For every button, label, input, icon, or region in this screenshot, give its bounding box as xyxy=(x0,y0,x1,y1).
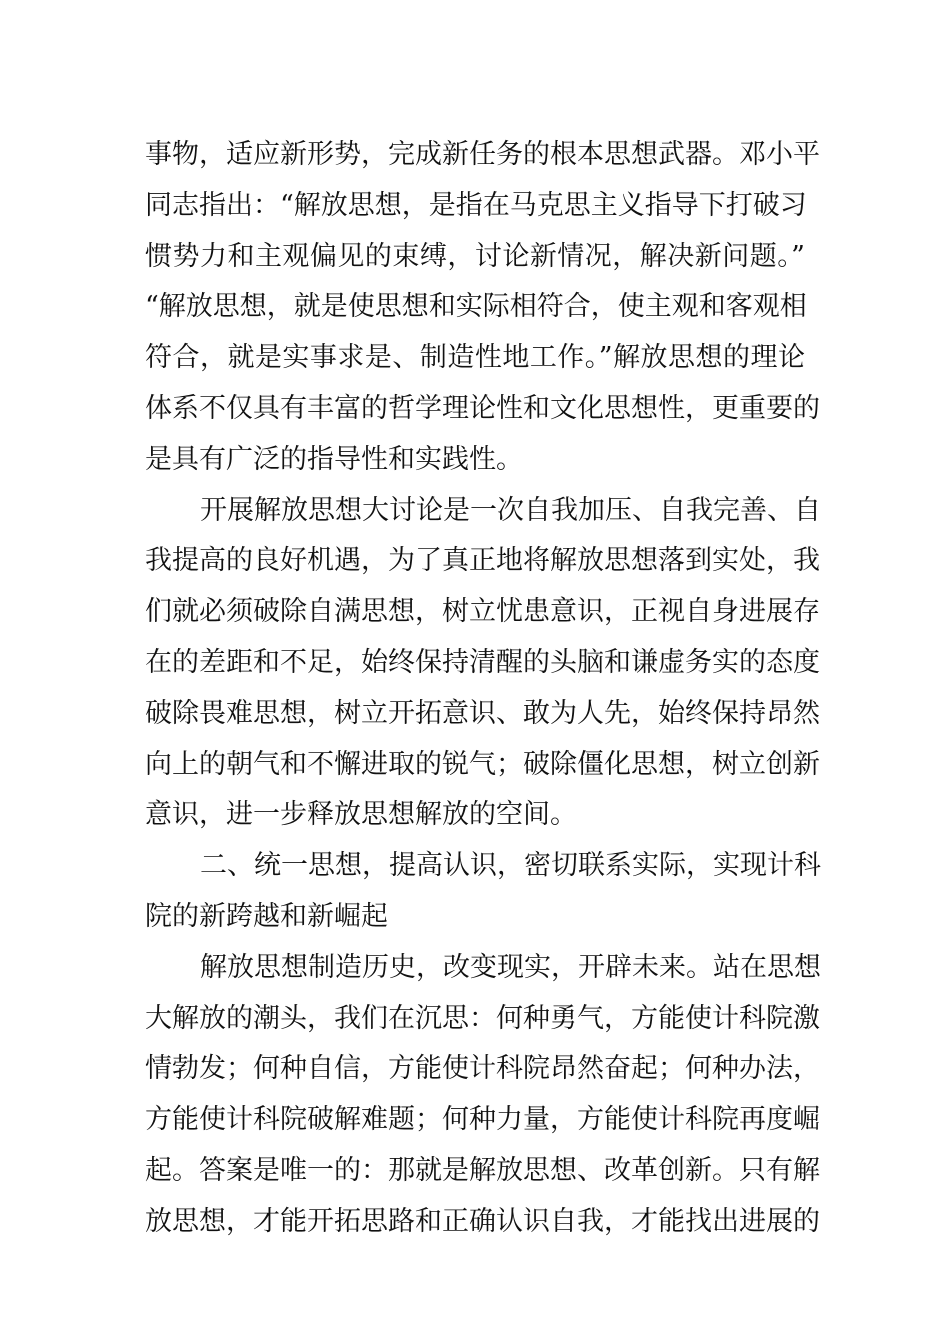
text-line: 解放思想制造历史，改变现实，开辟未来。站在思想 xyxy=(200,951,821,983)
text-line: 意识，进一步释放思想解放的空间。 xyxy=(145,799,577,831)
text-line: 事物，适应新形势，完成新任务的根本思想武器。邓小平 xyxy=(145,139,820,170)
text-line: 我提高的良好机遇，为了真正地将解放思想落到实处，我 xyxy=(145,545,820,577)
text-line: 方能使计科院破解难题；何种力量，方能使计科院再度崛 xyxy=(145,1104,820,1136)
text-line: 向上的朝气和不懈进取的锐气；破除僵化思想，树立创新 xyxy=(145,748,820,780)
text-line: 起。答案是唯一的：那就是解放思想、改革创新。只有解 xyxy=(145,1154,820,1186)
text-line: 惯势力和主观偏见的束缚，讨论新情况，解决新问题。” xyxy=(145,240,805,272)
text-line: “解放思想，就是使思想和实际相符合，使主观和客观相 xyxy=(145,291,807,323)
text-line: 破除畏难思想，树立开拓意识、敢为人先，始终保持昂然 xyxy=(145,697,820,729)
body-text xyxy=(145,130,821,1248)
section-heading-line: 院的新跨越和新崛起 xyxy=(145,900,388,932)
section-heading-line: 二、统一思想，提高认识，密切联系实际，实现计科 xyxy=(200,850,821,882)
text-line: 大解放的潮头，我们在沉思：何种勇气，方能使计科院激 xyxy=(145,1002,820,1034)
text-line: 放思想，才能开拓思路和正确认识自我，才能找出进展的 xyxy=(145,1205,820,1237)
text-line: 是具有广泛的指导性和实践性。 xyxy=(145,443,523,475)
text-line: 们就必须破除自满思想，树立忧患意识，正视自身进展存 xyxy=(145,596,820,628)
text-line: 在的差距和不足，始终保持清醒的头脑和谦虚务实的态度 xyxy=(145,646,820,678)
text-line: 符合，就是实事求是、制造性地工作。”解放思想的理论 xyxy=(145,342,805,374)
text-line: 情勃发；何种自信，方能使计科院昂然奋起；何种办法， xyxy=(145,1053,820,1085)
text-line: 体系不仅具有丰富的哲学理论性和文化思想性，更重要的 xyxy=(145,392,820,424)
text-line: 同志指出：“解放思想，是指在马克思主义指导下打破习 xyxy=(145,189,807,221)
text-line: 开展解放思想大讨论是一次自我加压、自我完善、自 xyxy=(200,494,821,526)
